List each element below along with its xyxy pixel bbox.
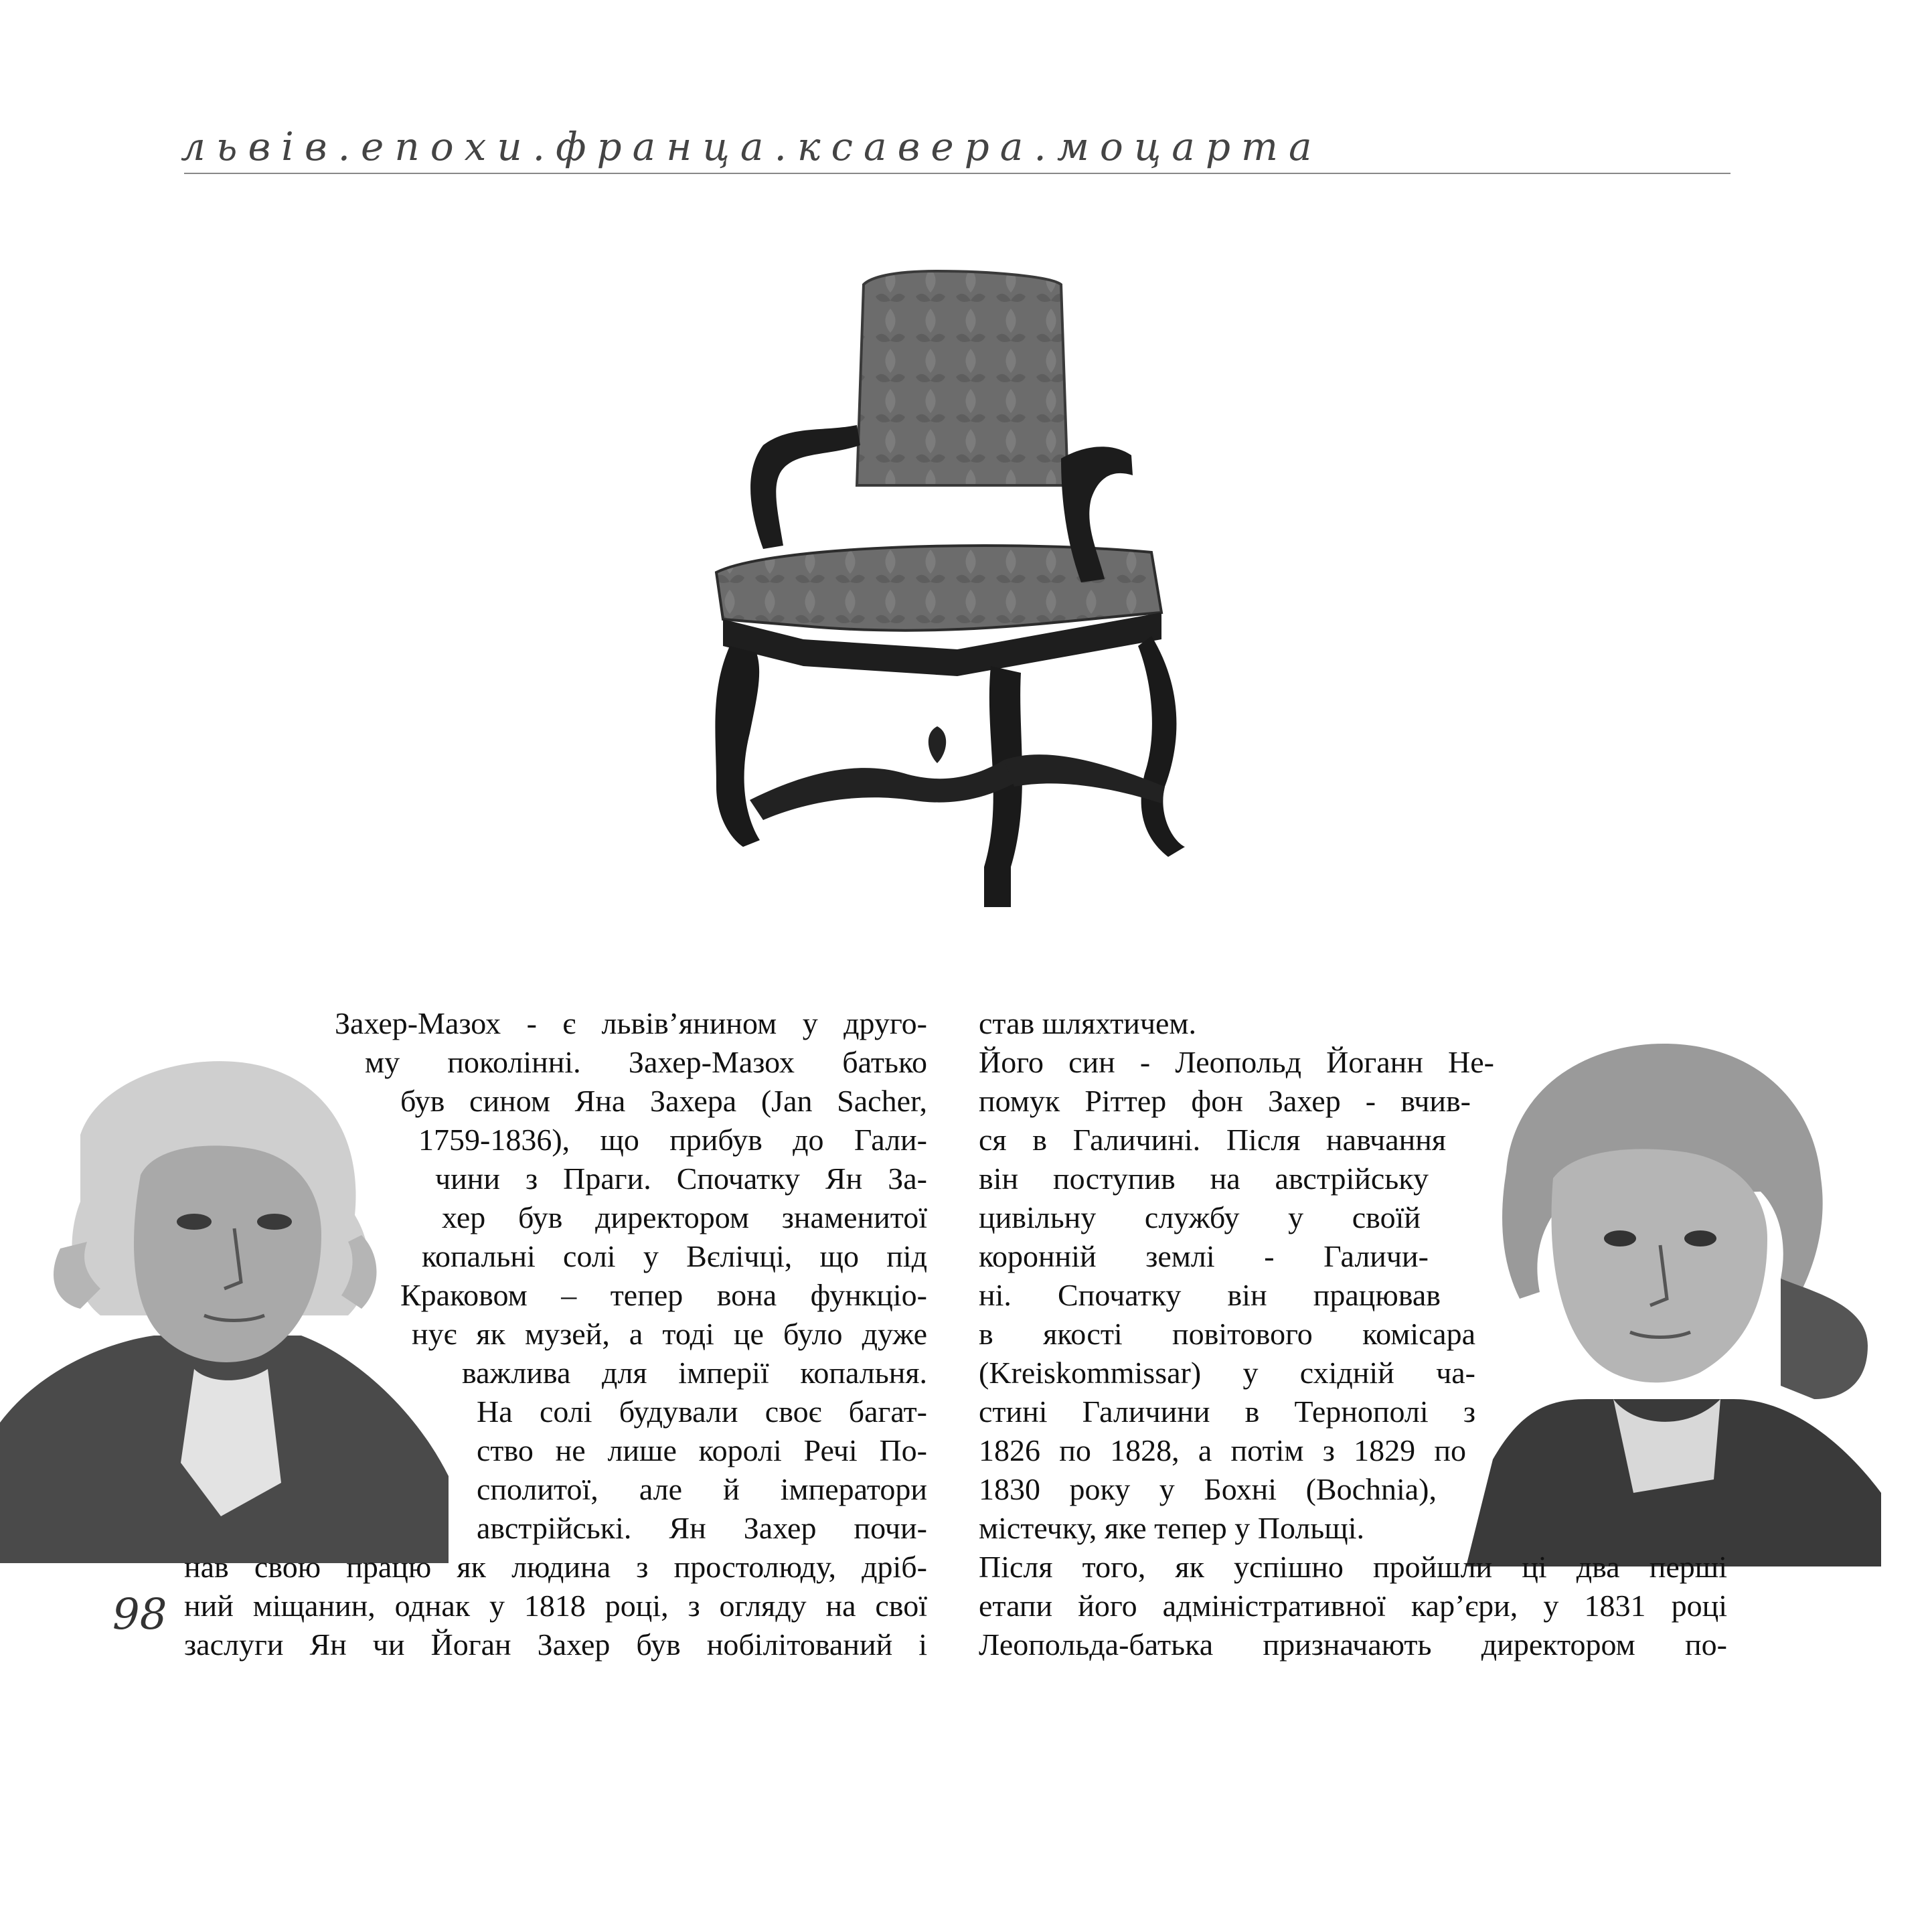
text-line: важлива для імперії копальня.: [462, 1356, 927, 1390]
text-line: 1830 року у Бохні (Bochnia),: [979, 1472, 1437, 1506]
text-line: нав свою працю як людина з простолюду, дріб-: [184, 1550, 927, 1584]
text-line: він поступив на австрійську: [979, 1161, 1429, 1196]
text-line: стині Галичини в Тернополі з: [979, 1394, 1475, 1429]
text-line: помук Ріттер фон Захер - вчив-: [979, 1084, 1471, 1118]
running-header: львів.епохи.франца.ксавера.моцарта: [181, 124, 1323, 169]
text-line: 1759-1836), що прибув до Гали-: [418, 1123, 927, 1157]
text-line: сполитої, але й імператори: [477, 1472, 927, 1506]
text-line: Леопольда-батька призначають директором по-: [979, 1627, 1727, 1662]
text-line: чини з Праги. Спочатку Ян За-: [435, 1161, 927, 1196]
left-portrait-image: [0, 1048, 449, 1563]
text-line: (Kreiskommissar) у східній ча-: [979, 1356, 1475, 1390]
text-line: ні. Спочатку він працював: [979, 1278, 1441, 1312]
text-line: На солі будували своє багат-: [477, 1394, 927, 1429]
text-line: Його син - Леопольд Йоганн Не-: [979, 1045, 1494, 1079]
text-line: Захер-Мазох - є львів’янином у друго-: [335, 1006, 927, 1040]
text-line: коронній землі - Галичи-: [979, 1239, 1429, 1273]
text-line: Краковом – тепер вона функціо-: [400, 1278, 927, 1312]
text-line: хер був директором знаменитої: [442, 1200, 927, 1234]
text-line: Після того, як успішно пройшли ці два перші: [979, 1550, 1727, 1584]
text-line: етапи його адміністративної кар’єри, у 1831 році: [979, 1589, 1727, 1623]
text-line: ство не лише королі Речі По-: [477, 1433, 927, 1467]
text-line: му поколінні. Захер-Мазох батько: [365, 1045, 927, 1079]
text-line: містечку, яке тепер у Польщі.: [979, 1511, 1364, 1545]
header-rule: [184, 173, 1730, 174]
text-line: був сином Яна Захера (Jan Sacher,: [400, 1084, 927, 1118]
text-line: цивільну службу у своїй: [979, 1200, 1421, 1234]
text-line: нує як музей, а тоді це було дуже: [412, 1317, 927, 1351]
text-line: австрійські. Ян Захер почи-: [477, 1511, 927, 1545]
text-line: копальні солі у Вєлічці, що під: [422, 1239, 927, 1273]
text-line: ний міщанин, однак у 1818 році, з огляду на свої: [184, 1589, 927, 1623]
page-number: 98: [112, 1590, 167, 1639]
text-line: заслуги Ян чи Йоган Захер був нобілітований і: [184, 1627, 927, 1662]
armchair-image: [669, 264, 1205, 934]
text-line: ся в Галичині. Після навчання: [979, 1123, 1446, 1157]
right-portrait-image: [1466, 1024, 1881, 1566]
text-line: в якості повітового комісара: [979, 1317, 1475, 1351]
text-line: 1826 по 1828, а потім з 1829 по: [979, 1433, 1466, 1467]
text-line: став шляхтичем.: [979, 1006, 1196, 1040]
